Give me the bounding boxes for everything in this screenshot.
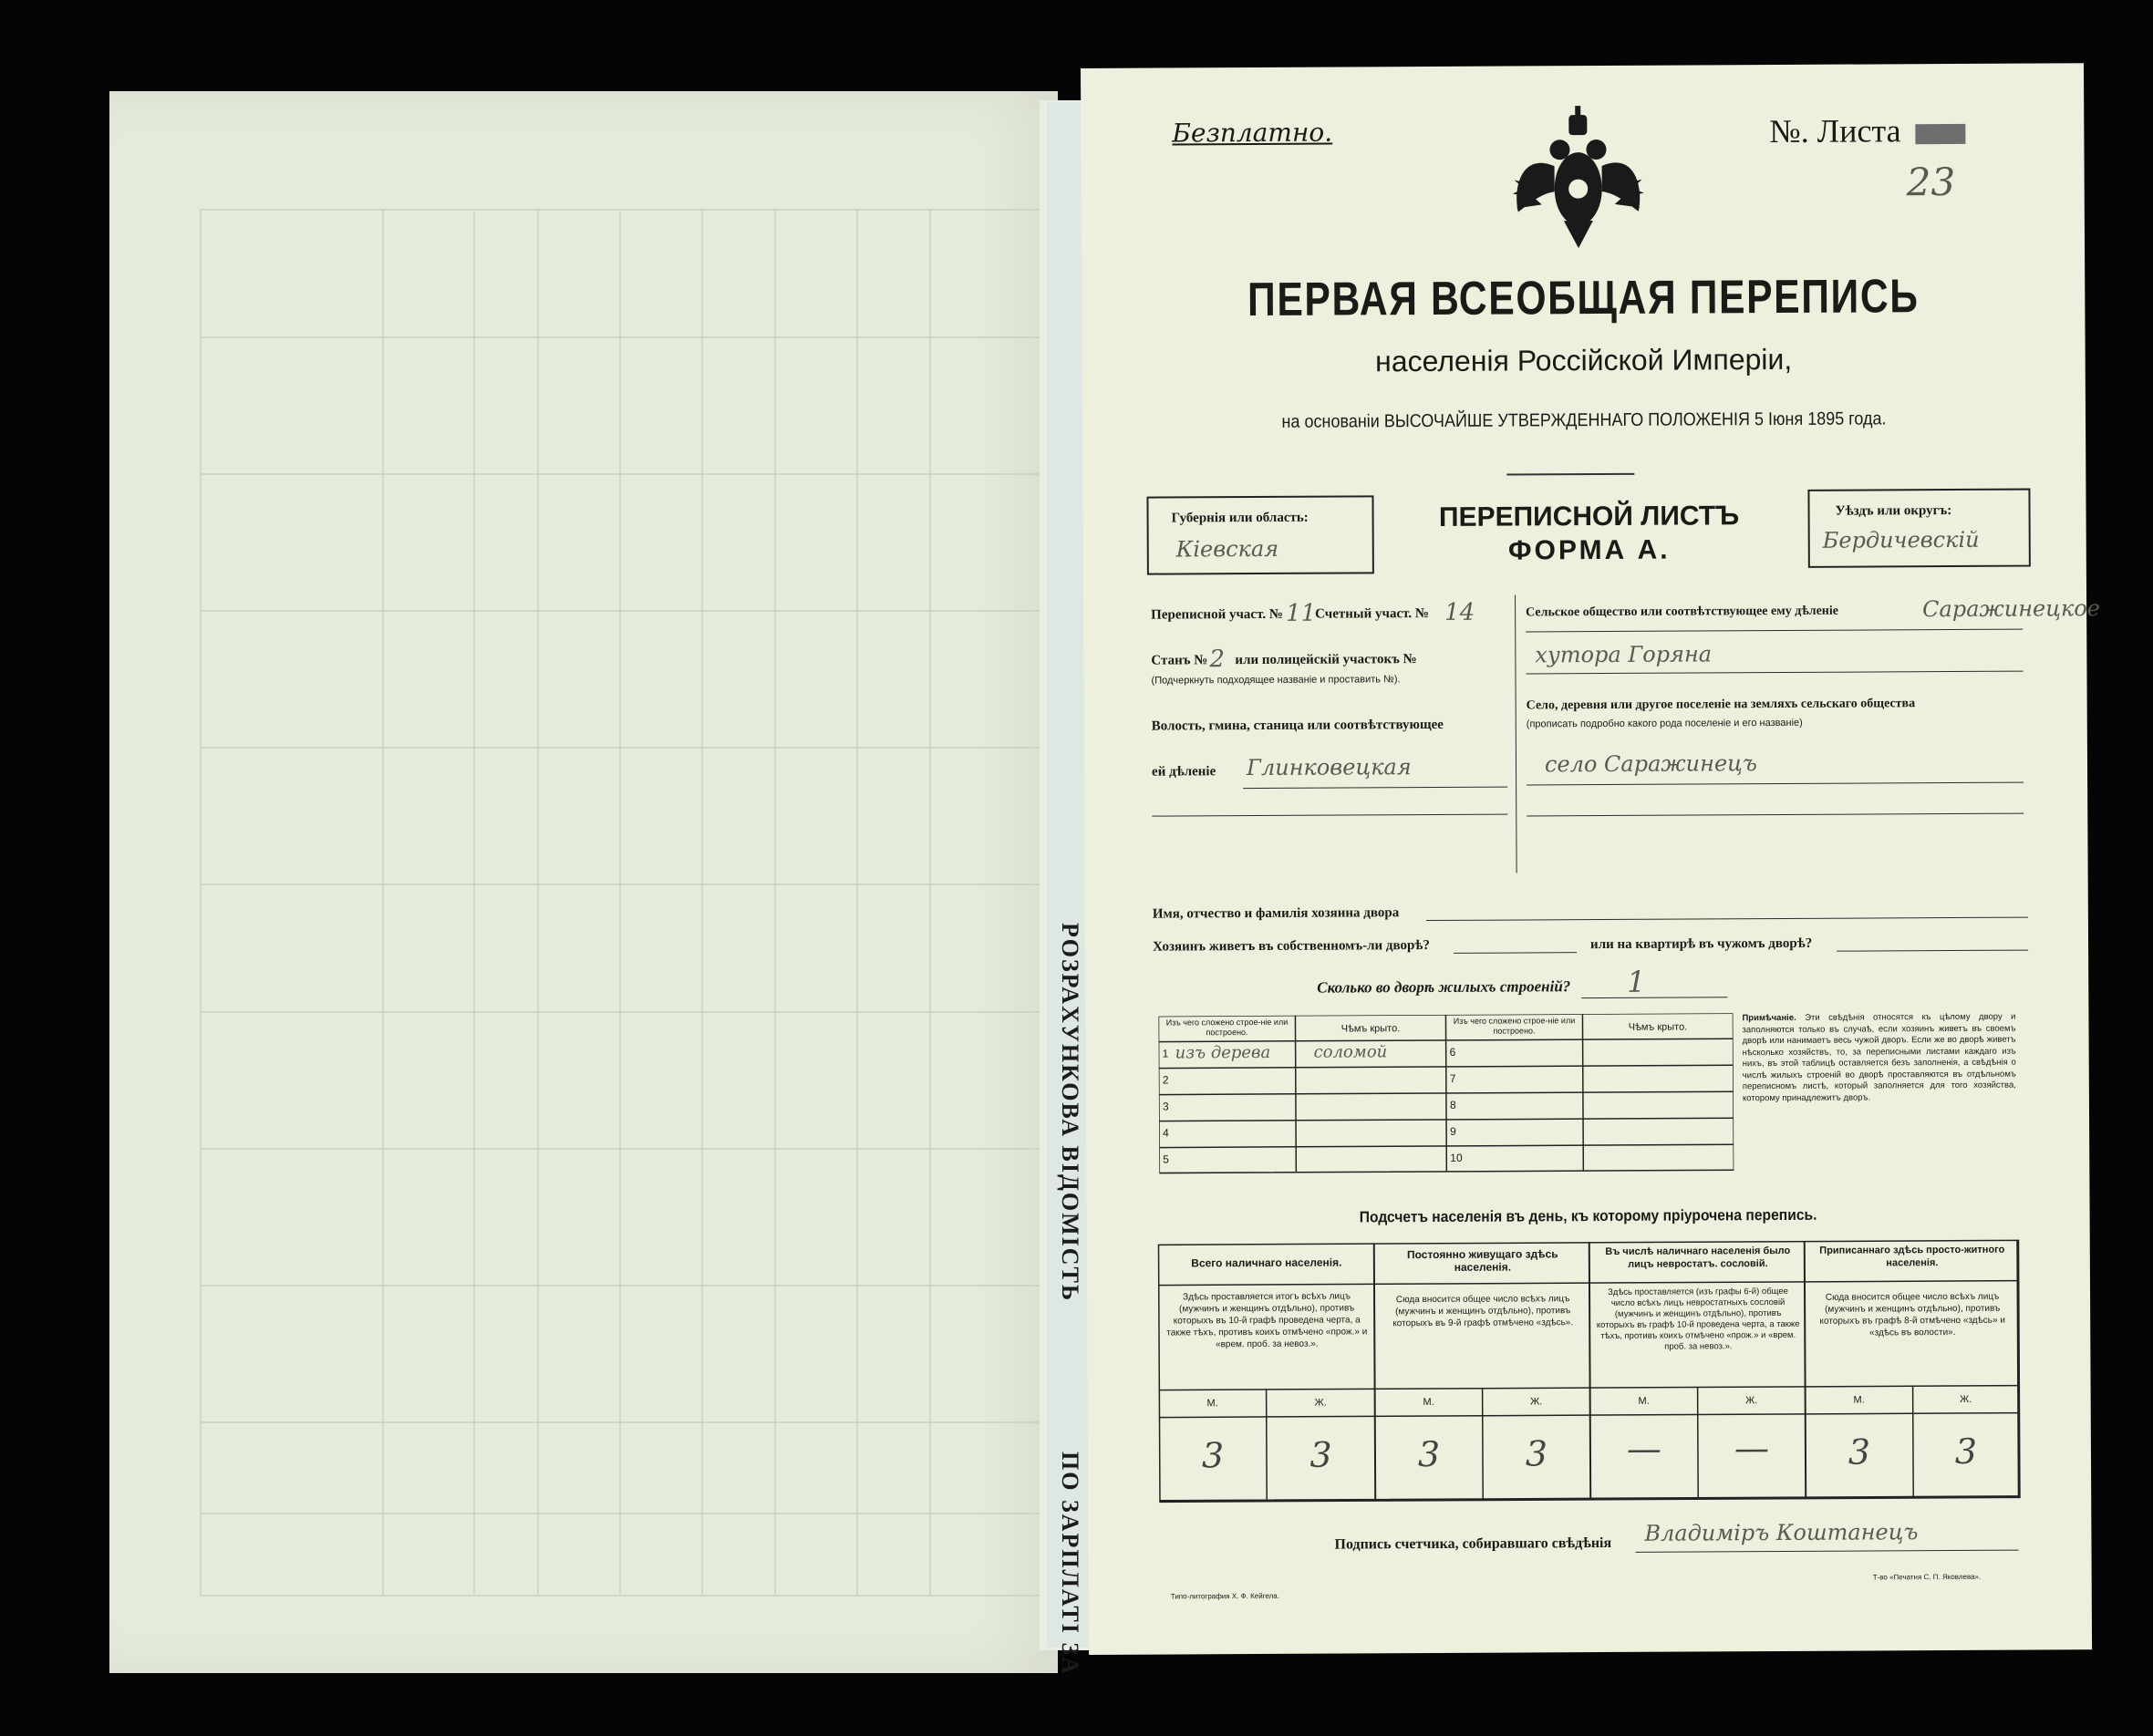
form-name: ФОРМА А. xyxy=(1507,534,1671,566)
row-number: 8 xyxy=(1449,1098,1456,1111)
stan-label: Станъ № xyxy=(1151,653,1208,668)
basis-line: на основаніи ВЫСОЧАЙШЕ УТВЕРЖДЕННАГО ПОЛОЖЕНІЯ 5 Іюня 1895 года. xyxy=(1281,408,1887,432)
row1-material: изъ дерева xyxy=(1175,1042,1271,1063)
society-value: Саражинецкое xyxy=(1922,595,2101,623)
perepisnoy-label: Переписной участ. № xyxy=(1151,606,1283,623)
society-value-2: хутора Горяна xyxy=(1535,641,1713,668)
census-form-page xyxy=(1081,63,2101,1655)
stan-value: 2 xyxy=(1209,646,1226,674)
sheet-number-value: 23 xyxy=(1906,159,1956,205)
schetny-label: Счетный участ. № xyxy=(1315,606,1429,622)
signature-line xyxy=(1636,1550,2019,1553)
row-number: 1 xyxy=(1162,1047,1169,1060)
uezd-value: Бердичевскій xyxy=(1822,526,1980,553)
guberniya-label: Губернія или область: xyxy=(1171,510,1309,526)
note-text: Эти свѣдѣнія относятся къ цѣлому двору и заполняются только въ случаѣ, если хозяинъ живетъ въ своемъ дворѣ или нанимаетъ весь чужой дворъ. Если же во дворѣ живетъ нѣсколько хозяйствъ, то, за переписными листами каждаго изъ нихъ, въ этой таблицѣ оставляется безъ заполненія, а свѣдѣнія о числѣ жилыхъ строеній во дворѣ проставляются въ отдѣльномъ переписномъ листѣ, который заполняется для того хозяйства, которому принадлежитъ дворъ. xyxy=(1742,1011,2016,1103)
row-number: 6 xyxy=(1449,1045,1456,1059)
row-number: 9 xyxy=(1450,1124,1456,1138)
count-nonresident-male: — xyxy=(1626,1428,1662,1469)
summary-col3-header: Въ числѣ наличнаго населенія было лицъ невростатъ. сословій. xyxy=(1605,1245,1791,1270)
village-note: (прописать подробно какого рода поселеніе и его названіе) xyxy=(1526,717,1803,730)
summary-col4-text: Сюда вносится общее число всѣхъ лицъ (мужчинъ и женщинъ отдѣльно), противъ которыхъ въ графѣ 8-й отмѣчено «здѣсь» и «здѣсь въ волости». xyxy=(1819,1291,2005,1338)
buildings-table xyxy=(1158,1013,1734,1175)
signature-label: Подпись счетчика, собиравшаго свѣдѣнія xyxy=(1334,1534,1612,1553)
owner-fields xyxy=(1153,903,2029,1017)
count-registered-male: 3 xyxy=(1848,1431,1871,1472)
count-all-female: 3 xyxy=(1309,1434,1332,1475)
female-header: Ж. xyxy=(1960,1393,1972,1405)
count-registered-female: 3 xyxy=(1954,1431,1978,1472)
count-all-male: 3 xyxy=(1201,1435,1225,1476)
printer-left: Типо-литография Х. Ф. Кейгела. xyxy=(1170,1591,1279,1601)
settlement-fields xyxy=(1526,595,2101,898)
count-resident-male: 3 xyxy=(1417,1433,1441,1475)
female-header: Ж. xyxy=(1530,1396,1543,1408)
row-number: 10 xyxy=(1450,1151,1463,1164)
buildings-col4-header: Чѣмъ крыто. xyxy=(1628,1021,1688,1033)
buildings-col3-header: Изъ чего сложено строе-ніе или построено. xyxy=(1453,1016,1576,1036)
spine-title: РОЗРАХУНКОВА ВІДОМІСТЬ xyxy=(1057,923,1083,1303)
row-number: 4 xyxy=(1163,1126,1169,1140)
summary-col1-header: Всего наличнаго населенія. xyxy=(1191,1256,1342,1270)
summary-col2-header: Постоянно живущаго здѣсь населенія. xyxy=(1406,1247,1558,1274)
district-fields xyxy=(1151,598,1517,900)
perepisnoy-value: 11 xyxy=(1286,599,1317,627)
row1-roof: соломой xyxy=(1313,1042,1388,1062)
subtitle: населенія Россійской Имперіи, xyxy=(1375,342,1793,378)
volost-label-2: ей дѣленіе xyxy=(1151,764,1216,780)
summary-col2-text: Сюда вносится общее число всѣхъ лицъ (мужчинъ и женщинъ отдѣльно), противъ которыхъ въ 9-й графѣ отмѣчено «здѣсь». xyxy=(1392,1294,1574,1329)
volost-label: Волость, гмина, станица или соотвѣтствующее xyxy=(1151,717,1444,734)
row-number: 2 xyxy=(1162,1073,1169,1087)
buildings-col2-header: Чѣмъ крыто. xyxy=(1340,1023,1401,1035)
sheet-number-label: №. Листа xyxy=(1769,112,1901,150)
male-header: М. xyxy=(1853,1394,1865,1406)
guberniya-box xyxy=(1146,495,1373,574)
volost-value: Глинковецкая xyxy=(1246,754,1412,781)
main-title: ПЕРВАЯ ВСЕОБЩАЯ ПЕРЕПИСЬ xyxy=(1247,270,1920,327)
summary-table xyxy=(1158,1240,2021,1504)
field-column-divider xyxy=(1515,595,1517,873)
ornament-divider xyxy=(1506,473,1634,476)
summary-title: Подсчетъ населенія въ день, къ которому пріурочена перепись. xyxy=(1359,1205,1817,1226)
buildings-col1-header: Изъ чего сложено строе-ніе или построено. xyxy=(1165,1017,1289,1038)
male-header: М. xyxy=(1638,1395,1650,1407)
faint-ruled-grid xyxy=(109,91,1058,1673)
count-resident-female: 3 xyxy=(1525,1433,1548,1474)
note-title: Примѣчаніе. xyxy=(1742,1012,1796,1024)
own-yard-label: Хозяинъ живетъ въ собственномъ-ли дворѣ? xyxy=(1153,938,1430,955)
form-title: ПЕРЕПИСНОЙ ЛИСТЪ xyxy=(1438,501,1740,532)
sheet-number-box xyxy=(1915,124,1965,144)
owner-label: Имя, отчество и фамилія хозяина двора xyxy=(1152,905,1400,922)
uezd-box xyxy=(1807,489,2030,568)
guberniya-value: Кіевская xyxy=(1175,535,1279,563)
free-label: Безплатно. xyxy=(1172,117,1333,149)
row-number: 3 xyxy=(1162,1100,1169,1113)
summary-col1-text: Здѣсь проставляется итогъ всѣхъ лицъ (мужчинъ и женщинъ отдѣльно), противъ которыхъ въ 10-й графѣ проведена черта, а также тѣхъ, противъ коихъ отмѣчено «прож.» и «врем. проб. за невоз.». xyxy=(1166,1291,1368,1350)
summary-col4-header: Приписаннаго здѣсь просто-житного населенія. xyxy=(1819,1244,2005,1269)
uezd-label: Уѣздъ или округъ: xyxy=(1835,503,1952,519)
printer-right: Т-во «Печатня С. П. Яковлева». xyxy=(1872,1572,1982,1582)
row-number: 7 xyxy=(1449,1071,1456,1085)
female-header: Ж. xyxy=(1314,1397,1327,1409)
buildings-note xyxy=(1742,1012,2016,1105)
schetny-value: 14 xyxy=(1444,598,1475,626)
left-page xyxy=(109,91,1058,1673)
rent-label: или на квартирѣ въ чужомъ дворѣ? xyxy=(1589,935,1813,953)
count-nonresident-female: — xyxy=(1734,1428,1770,1469)
buildings-value: 1 xyxy=(1627,964,1646,999)
spine-subtitle: ПО ЗАРПЛАТІ ЗА xyxy=(1057,1452,1083,1676)
village-label: Село, деревня или другое поселеніе на земляхъ сельскаго общества xyxy=(1526,697,1916,713)
buildings-label: Сколько во дворѣ жилыхъ строеній? xyxy=(1317,977,1571,997)
society-label: Сельское общество или соотвѣтствующее ему дѣленіе xyxy=(1526,604,1838,620)
female-header: Ж. xyxy=(1745,1395,1758,1407)
row-number: 5 xyxy=(1163,1152,1169,1166)
male-header: М. xyxy=(1206,1398,1218,1410)
signature-value: Владиміръ Коштанецъ xyxy=(1644,1519,1919,1546)
stan-tail: или полицейскій участокъ № xyxy=(1235,652,1417,668)
summary-col3-text: Здѣсь проставляется (изъ графы 6-й) общее число всѣхъ лицъ невростатныхъ сословій (мужчинъ и женщинъ отдѣльно), противъ которыхъ въ графѣ 10-й проведена черта, а также тѣхъ, противъ коихъ отмѣчено «прож.» и «врем. проб. за невоз.». xyxy=(1596,1286,1800,1352)
village-value: село Саражинецъ xyxy=(1544,750,1757,778)
stan-note: (Подчеркнуть подходящее названіе и проставить №). xyxy=(1151,674,1401,687)
imperial-eagle-icon xyxy=(1505,102,1651,257)
male-header: М. xyxy=(1423,1396,1434,1409)
